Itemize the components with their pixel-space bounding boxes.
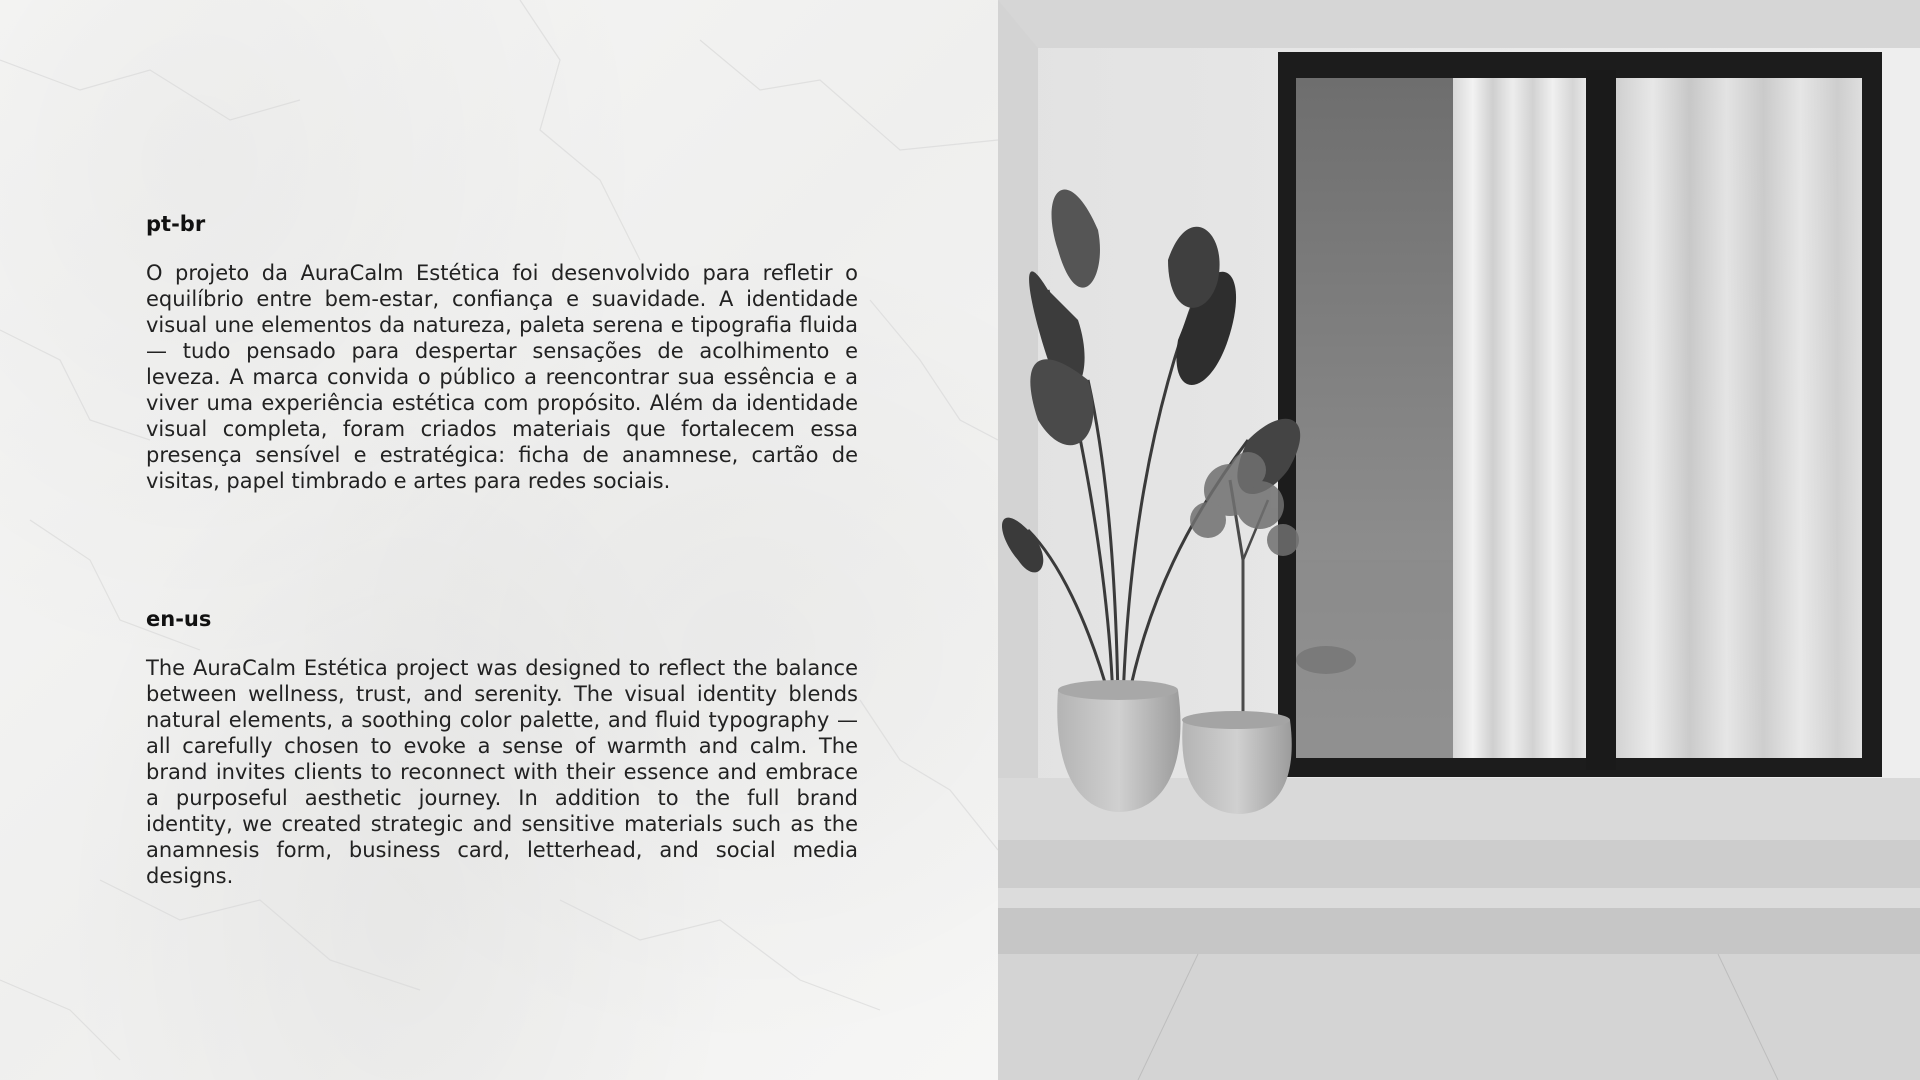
section-language-label: en-us <box>146 607 212 631</box>
section-description: The AuraCalm Estética project was designed to reflect the balance between wellness, trust, and serenity. The visual identity blends natural elements, a soothing color palette, and fluid typography — all carefully chosen to evoke a sense of warmth and calm. The brand invites clients to reconnect with their essence and embrace a purposeful aesthetic journey. In addition to the full brand identity, we created strategic and sensitive materials such as the anamnesis form, business card, letterhead, and social media designs. <box>146 656 858 888</box>
section-pt-br <box>146 212 858 494</box>
section-en-us <box>146 607 858 889</box>
section-language-label: pt-br <box>146 212 206 236</box>
entrance-photo <box>998 0 1920 1080</box>
section-description: O projeto da AuraCalm Estética foi desenvolvido para refletir o equilíbrio entre bem-estar, confiança e suavidade. A identidade visual une elementos da natureza, paleta serena e tipografia fluida — tudo pensado para despertar sensações de acolhimento e leveza. A marca convida o público a reencontrar sua essência e a viver uma experiência estética com propósito. Além da identidade visual completa, foram criados materiais que fortalecem essa presença sensível e estratégica: ficha de anamnese, cartão de visitas, papel timbrado e artes para redes sociais. <box>146 261 858 493</box>
